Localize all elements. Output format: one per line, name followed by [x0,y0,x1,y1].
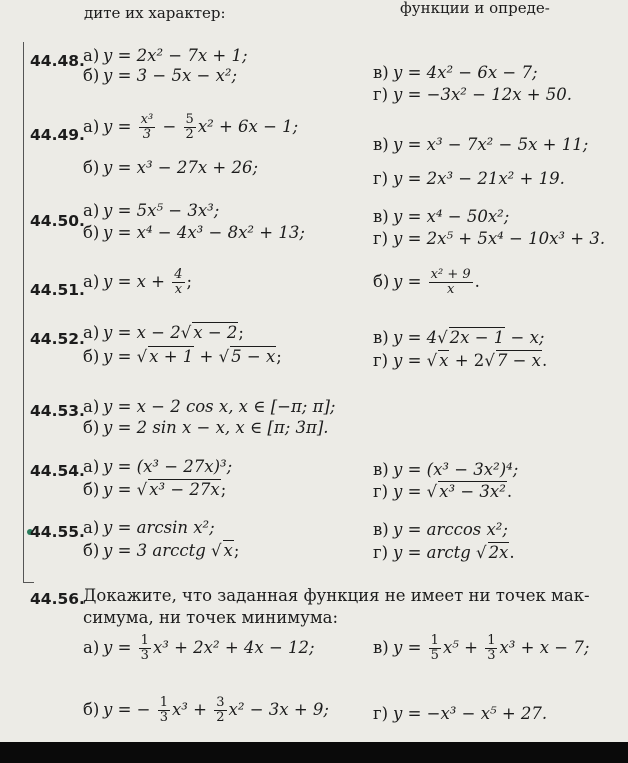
item-a: а) y = 5x⁵ − 3x³; [83,201,220,220]
item-b: б) y = − $\frac{1}{3}$ x³ + $\frac{3}{2}$ x² − 3x + 9; [83,695,329,725]
item-d: г) y = √ x + 2√ 7 − x. [373,351,548,370]
item-c: в) y = 4√ 2x − 1 − x; [373,328,545,347]
item-b: б) y = $\frac{\text{x² + 9}}{x}$ . [373,267,480,297]
item-b: б) y = √ x³ − 27x; [83,480,227,499]
item-a: а) y = x + $\frac{4}{x}$ ; [83,267,193,297]
problem-number: 44.55. [30,523,85,541]
item-b: б) y = x⁴ − 4x³ − 8x² + 13; [83,223,305,242]
item-b: б) y = √ x + 1 + √ 5 − x; [83,347,282,366]
task-statement: симума, ни точек минимума: [83,608,339,627]
item-c: в) y = arccos x²; [373,520,508,539]
item-a: а) y = x − 2√ x − 2; [83,323,244,342]
margin-bracket [23,42,34,583]
problem-number: 44.53. [30,402,85,420]
header-right: функции и опреде- [400,0,550,17]
problem-number: 44.54. [30,462,85,480]
item-a: а) y = $\frac{1}{3}$ x³ + 2x² + 4x − 12; [83,633,315,663]
item-b: б) y = 3 arcctg √ x; [83,541,240,560]
item-c: в) y = x⁴ − 50x²; [373,207,510,226]
bottom-black-bar [0,742,628,763]
problem-number: 44.48. [30,52,85,70]
item-b: б) y = 2 sin x − x, x ∈ [π; 3π]. [83,418,329,437]
item-b: б) y = 3 − 5x − x²; [83,66,238,85]
item-d: г) y = −3x² − 12x + 50. [373,85,573,104]
problem-number: 44.49. [30,126,85,144]
problem-number: 44.51. [30,281,85,299]
item-c: в) y = $\frac{1}{5}$ x⁵ + $\frac{1}{3}$ x³ + x − 7; [373,633,590,663]
item-a: а) y = x − 2 cos x, x ∈ [−π; π]; [83,397,336,416]
problem-number: 44.50. [30,212,85,230]
item-a: а) y = 2x² − 7x + 1; [83,46,248,65]
item-b: б) y = x³ − 27x + 26; [83,158,259,177]
item-d: г) y = 2x³ − 21x² + 19. [373,169,565,188]
item-c: в) y = x³ − 7x² − 5x + 11; [373,135,589,154]
item-c: в) y = (x³ − 3x²)⁴; [373,460,519,479]
item-d: г) y = √ x³ − 3x². [373,482,513,501]
item-c: в) y = 4x² − 6x − 7; [373,63,538,82]
item-a: а) y = arcsin x²; [83,518,215,537]
problem-number: 44.56. [30,590,85,608]
item-a: а) y = $\frac{\text{x³}}{3}$ − $\frac{5}{2}$ x² + 6x − 1; [83,112,299,142]
item-d: г) y = −x³ − x⁵ + 27. [373,704,548,723]
header-left: дите их характер: [84,4,226,22]
problem-number: 44.52. [30,330,85,348]
item-a: а) y = (x³ − 27x)³; [83,457,233,476]
task-statement: Докажите, что заданная функция не имеет ни точек мак- [83,586,590,605]
item-d: г) y = arctg √ 2x. [373,543,515,562]
item-d: г) y = 2x⁵ + 5x⁴ − 10x³ + 3. [373,229,606,248]
